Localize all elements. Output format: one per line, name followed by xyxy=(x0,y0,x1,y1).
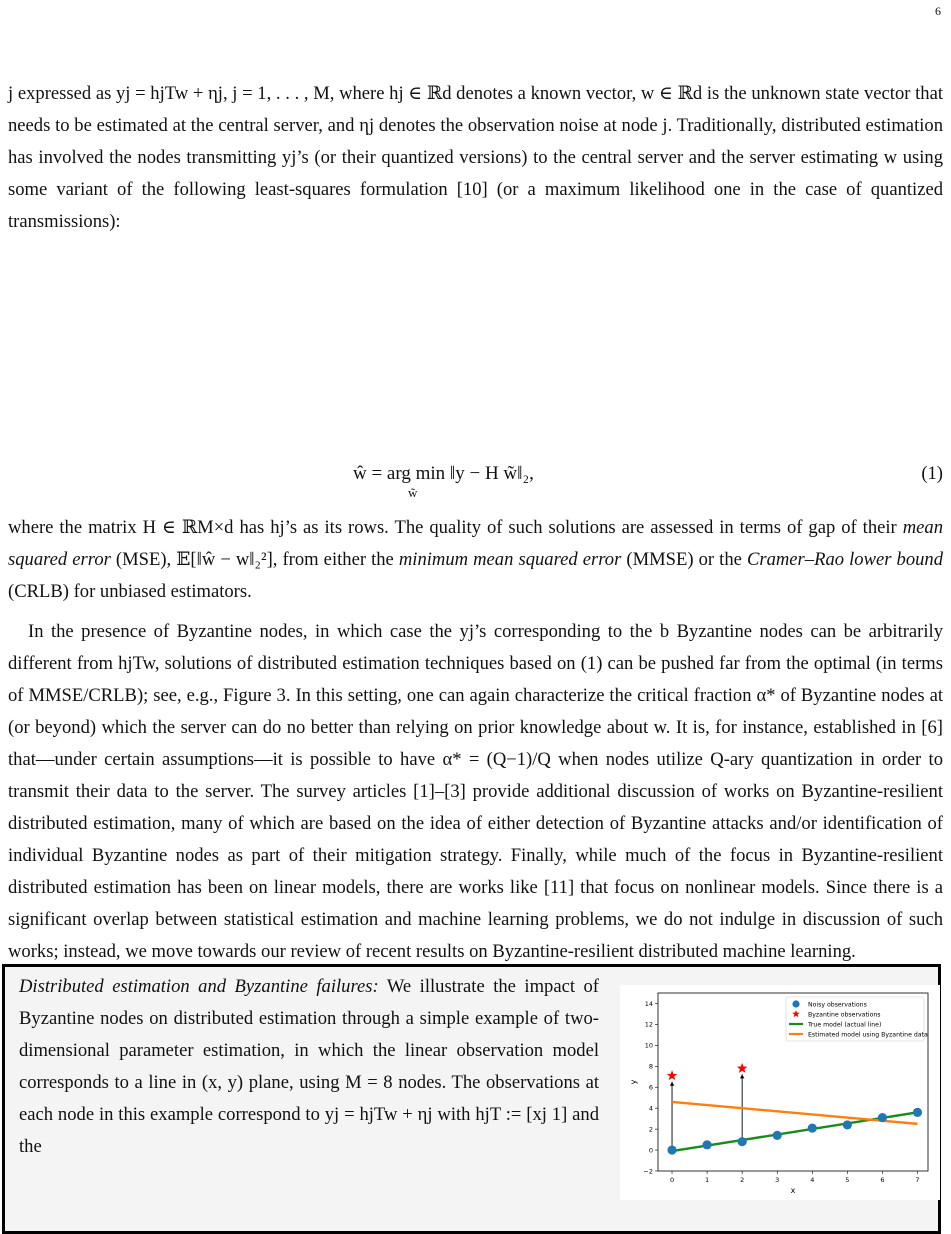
y-tick-label: 8 xyxy=(648,1062,653,1071)
y-tick-label: 6 xyxy=(648,1083,653,1092)
x-tick-label: 3 xyxy=(775,1176,780,1184)
noisy-observation-point xyxy=(843,1120,852,1129)
equation-argmin-subscript: w̃ xyxy=(408,485,418,500)
term-mmse: minimum mean squared error xyxy=(398,549,622,570)
paragraph-1: j expressed as yj = hjTw + ηj, j = 1, . . . , M, where hj ∈ ℝd denotes a known vector, w ∈ ℝd is the unknown state vector that needs to be estimated at the central server, and ηj denotes the observation noise at node j. Traditionally, distributed estimation has involved the nodes transmitting yj’s (or their quantized versions) to the central server and the server estimating w using some variant of the following least-squares formulation [10] (or a maximum likelihood one in the case of quantized transmissions): xyxy=(8,83,943,232)
x-tick-label: 0 xyxy=(669,1176,675,1184)
noisy-observation-point xyxy=(667,1145,676,1154)
x-tick-label: 6 xyxy=(880,1176,885,1184)
sidebar-box xyxy=(2,964,941,1234)
box-text xyxy=(19,971,599,1163)
chart-svg xyxy=(620,985,940,1200)
noisy-observation-point xyxy=(738,1137,747,1146)
y-tick-label: 4 xyxy=(648,1104,653,1113)
box-heading: Distributed estimation and Byzantine failures: xyxy=(19,976,379,997)
box-body: We illustrate the impact of Byzantine nodes on distributed estimation through a simple example of two-dimensional parameter estimation, in which the linear observation model corresponds to a line in (x, y) plane, using M = 8 nodes. The observations at each node in this example correspond to yj = hjTw + ηj with hjT := [xj 1] and the xyxy=(19,976,599,1157)
legend-label: Noisy observations xyxy=(808,1001,867,1009)
term-mse: mean squared error xyxy=(8,517,943,570)
y-tick-label: 14 xyxy=(644,999,653,1008)
y-tick-label: −2 xyxy=(643,1167,653,1176)
paragraph-2-part-c: (MMSE) or the xyxy=(621,549,747,570)
x-tick-label: 5 xyxy=(845,1176,850,1184)
term-crlb: Cramer–Rao lower bound xyxy=(746,549,943,570)
equation-body: ŵ = arg min ‖y − H w̃‖₂, xyxy=(353,463,534,484)
noisy-observation-point xyxy=(702,1140,711,1149)
paragraph-2-part-a: where the matrix H ∈ ℝM×d has hj’s as its rows. The quality of such solutions are assessed in terms of gap of their xyxy=(8,517,903,538)
paragraph-2-part-d: (CRLB) for unbiased estimators. xyxy=(8,581,252,602)
legend-label: Byzantine observations xyxy=(808,1011,881,1019)
y-tick-label: 0 xyxy=(648,1146,653,1155)
noisy-observation-point xyxy=(773,1131,782,1140)
legend-label: True model (actual line) xyxy=(808,1021,882,1029)
x-tick-label: 2 xyxy=(740,1176,745,1184)
y-axis-label: y xyxy=(629,1079,638,1085)
paragraph-3: In the presence of Byzantine nodes, in which case the yj’s corresponding to the b Byzantine nodes can be arbitrarily different from hjTw, solutions of distributed estimation techniques based on (1) can be pushed far from the optimal (in terms of MMSE/CRLB); see, e.g., Figure 3. In this setting, one can again characterize the critical fraction α* of Byzantine nodes at (or beyond) which the server can do no better than relying on prior knowledge about w. It is, for instance, established in [6] that—under certain assumptions—it is possible to have α* = (Q−1)/Q when nodes utilize Q-ary quantization in order to transmit their data to the server. The survey articles [1]–[3] provide additional discussion of works on Byzantine-resilient distributed estimation, many of which are based on the idea of either detection of Byzantine attacks and/or identification of individual Byzantine nodes as part of their mitigation strategy. Finally, while much of the focus in Byzantine-resilient distributed estimation has been on linear models, there are works like [11] that focus on nonlinear models. Since there is a significant overlap between statistical estimation and machine learning problems, we do not indulge in discussion of such works; instead, we move towards our review of recent results on Byzantine-resilient distributed machine learning. xyxy=(8,621,943,962)
paragraph-2 xyxy=(8,512,943,608)
page-number: 6 xyxy=(935,4,941,18)
x-tick-label: 4 xyxy=(810,1176,815,1184)
x-tick-label: 1 xyxy=(705,1176,710,1184)
paragraph-2-part-b: (MSE), 𝔼[‖ŵ − w‖₂²], from either the xyxy=(110,549,399,570)
y-tick-label: 10 xyxy=(644,1041,653,1050)
y-tick-label: 12 xyxy=(644,1020,653,1029)
figure-scatter-chart xyxy=(620,985,940,1200)
noisy-observation-point xyxy=(913,1108,922,1117)
equation-number: (1) xyxy=(921,463,943,484)
legend-marker-noisy xyxy=(792,1000,799,1007)
y-tick-label: 2 xyxy=(648,1125,653,1134)
noisy-observation-point xyxy=(878,1113,887,1122)
x-axis-label: x xyxy=(790,1186,796,1195)
legend-label: Estimated model using Byzantine data xyxy=(808,1031,928,1039)
equation-1 xyxy=(8,455,943,503)
noisy-observation-point xyxy=(808,1123,817,1132)
x-tick-label: 7 xyxy=(915,1176,920,1184)
